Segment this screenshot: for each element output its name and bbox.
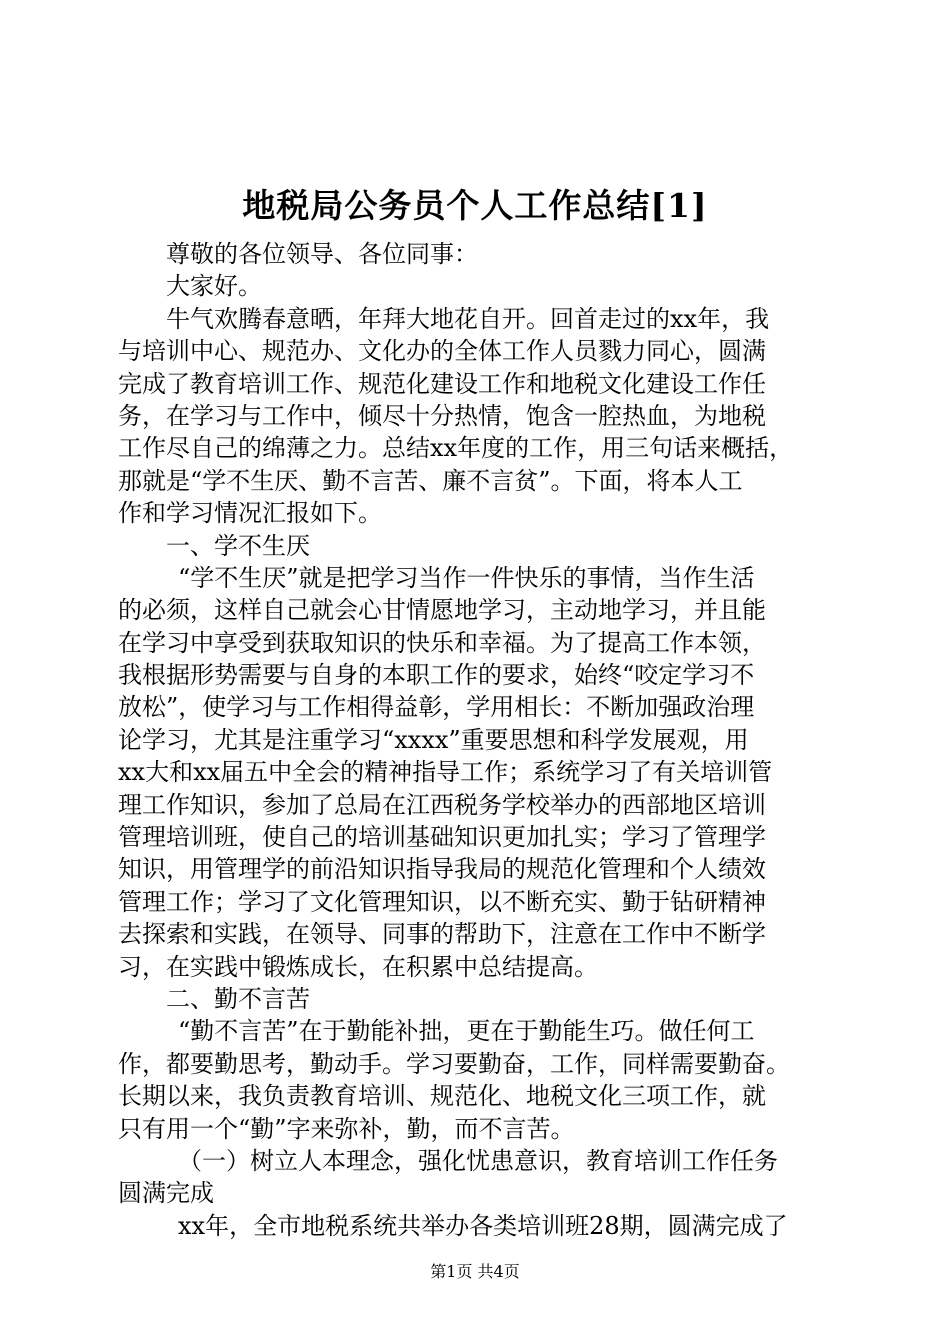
section-heading: 一、学不生厌 xyxy=(166,531,310,560)
section-heading: 二、勤不言苦 xyxy=(166,984,310,1013)
text-line: 尊敬的各位领导、各位同事： xyxy=(166,240,478,268)
text-line: xx年，全市地税系统共举办各类培训班28期，圆满完成了 xyxy=(178,1211,788,1240)
text-line: 完成了教育培训工作、规范化建设工作和地税文化建设工作任 xyxy=(118,369,766,398)
document-title: 地税局公务员个人工作总结[1] xyxy=(242,186,708,225)
text-line: 与培训中心、规范办、文化办的全体工作人员戮力同心，圆满 xyxy=(118,337,766,366)
page-number: 第1页 共4页 xyxy=(430,1262,520,1281)
text-line: “勤不言苦”在于勤能补拙，更在于勤能生巧。做任何工 xyxy=(178,1017,755,1046)
text-line: 作，都要勤思考，勤动手。学习要勤奋，工作，同样需要勤奋。 xyxy=(118,1049,790,1078)
text-line: 在学习中享受到获取知识的快乐和幸福。为了提高工作本领， xyxy=(118,628,766,657)
text-line: 习，在实践中锻炼成长，在积累中总结提高。 xyxy=(118,952,598,981)
text-line: 我根据形势需要与自身的本职工作的要求，始终“咬定学习不 xyxy=(118,661,755,690)
text-line: xx大和xx届五中全会的精神指导工作；系统学习了有关培训管 xyxy=(118,758,773,787)
subsection-heading: 圆满完成 xyxy=(118,1179,214,1208)
text-line: 作和学习情况汇报如下。 xyxy=(118,499,382,528)
text-line: 论学习，尤其是注重学习“xxxx”重要思想和科学发展观，用 xyxy=(118,725,749,754)
text-line: “学不生厌”就是把学习当作一件快乐的事情，当作生活 xyxy=(178,563,755,592)
text-line: 牛气欢腾春意晒，年拜大地花自开。回首走过的xx年，我 xyxy=(166,304,770,333)
text-line: 放松”，使学习与工作相得益彰，学用相长：不断加强政治理 xyxy=(118,693,755,722)
text-line: 大家好。 xyxy=(166,272,262,301)
text-line: 工作尽自己的绵薄之力。总结xx年度的工作，用三句话来概括， xyxy=(118,434,794,463)
text-line: 长期以来，我负责教育培训、规范化、地税文化三项工作，就 xyxy=(118,1082,766,1111)
text-line: 理工作知识，参加了总局在江西税务学校举办的西部地区培训 xyxy=(118,790,766,819)
text-line: 的必须，这样自己就会心甘情愿地学习，主动地学习，并且能 xyxy=(118,596,766,625)
text-line: 只有用一个“勤”字来弥补，勤，而不言苦。 xyxy=(118,1114,575,1143)
text-line: 去探索和实践，在领导、同事的帮助下，注意在工作中不断学 xyxy=(118,920,766,949)
text-line: 管理培训班，使自己的培训基础知识更加扎实；学习了管理学 xyxy=(118,823,766,852)
text-line: 务，在学习与工作中，倾尽十分热情，饱含一腔热血，为地税 xyxy=(118,401,766,430)
text-line: 管理工作；学习了文化管理知识，以不断充实、勤于钻研精神 xyxy=(118,887,766,916)
text-line: 知识，用管理学的前沿知识指导我局的规范化管理和个人绩效 xyxy=(118,855,766,884)
text-line: 那就是“学不生厌、勤不言苦、廉不言贫”。下面，将本人工 xyxy=(118,466,743,495)
document-body xyxy=(118,238,836,1242)
subsection-heading: （一）树立人本理念，强化忧患意识，教育培训工作任务 xyxy=(178,1146,778,1175)
